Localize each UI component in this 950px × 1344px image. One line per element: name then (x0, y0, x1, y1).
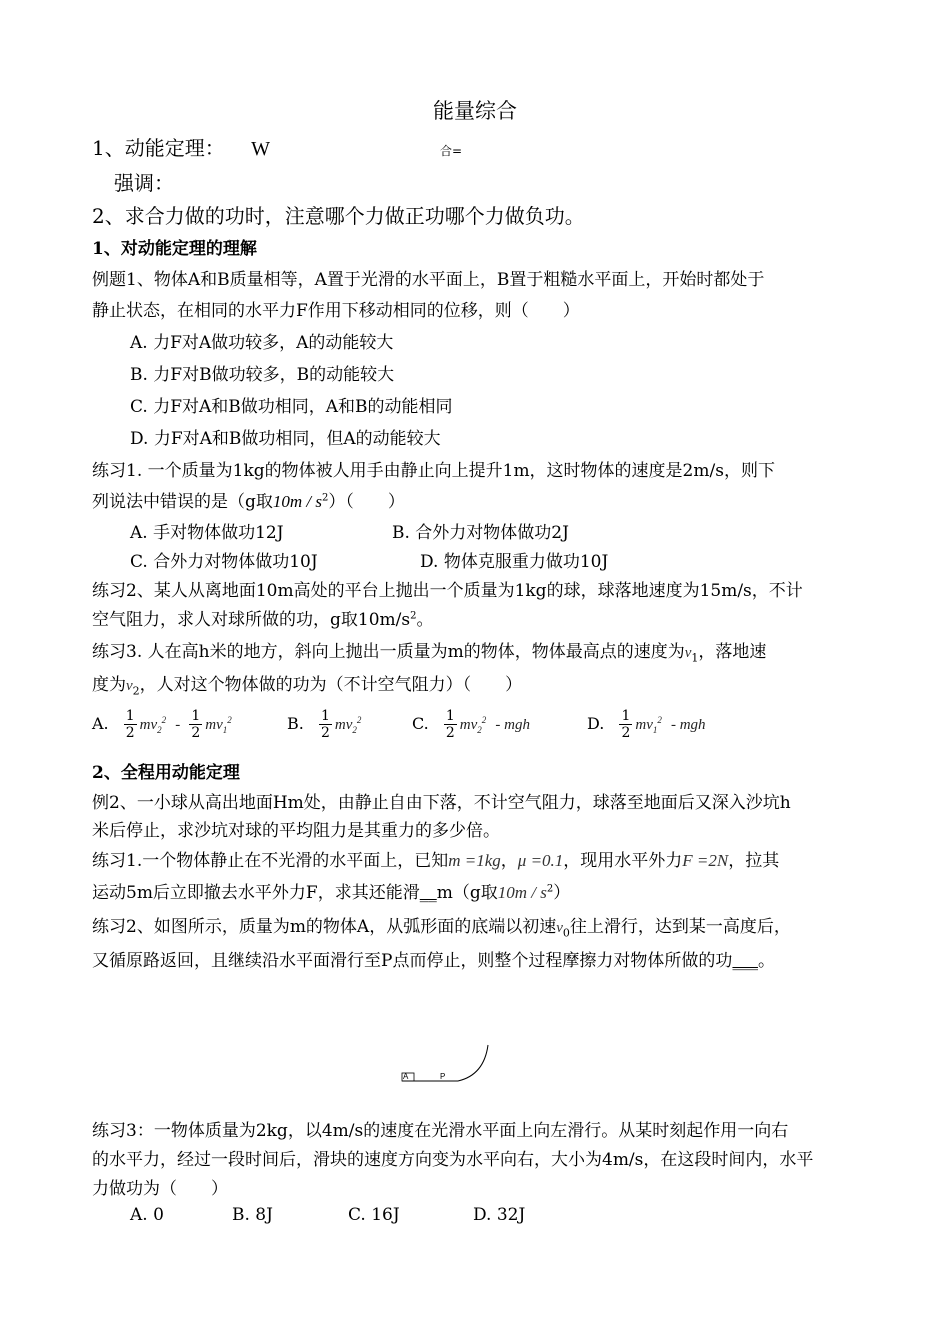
section1-heading: 1、对动能定理的理解 (92, 239, 257, 259)
section2-exercise3-line1: 练习3：一物体质量为2kg，以4m/s的速度在光滑水平面上向左滑行。从某时刻起作用一向右 (92, 1121, 789, 1141)
half-fraction: $\frac{1}{2}$ (191, 708, 201, 741)
example1-line1: 例题1、物体A和B质量相等，A置于光滑的水平面上，B置于粗糙水平面上，开始时都处于 (92, 270, 765, 290)
mass-equation: m =1kg (448, 851, 501, 870)
friction-coefficient: μ =0.1 (517, 851, 564, 870)
exercise1-option-c: C. 合外力对物体做功10J (130, 552, 318, 572)
exercise2-line2-tail: 。 (416, 610, 434, 630)
exercise3-line1 (92, 637, 766, 664)
example1-option-a: A. 力F对A做功较多，A的动能较大 (130, 333, 394, 353)
exercise3-option-d: D. $\frac{1}{2}$ $mv_1^2$ - mgh (587, 708, 706, 741)
section2-exercise3-option-a: A. 0 (130, 1205, 164, 1225)
half-fraction: $\frac{1}{2}$ (125, 708, 135, 741)
v0-subscript: 0 (562, 926, 570, 940)
block-a-label: A (403, 1072, 409, 1081)
half-fraction: $\frac{1}{2}$ (621, 708, 631, 741)
exercise2-line2-text: 空气阻力，求人对球所做的功，g取10m/s (92, 610, 411, 630)
exercise3-line2-tail: ，人对这个物体做的功为（不计空气阻力）（ ） (139, 675, 523, 695)
exercise3-option-a: A. $\frac{1}{2}$ $mv_2^2$ - $\frac{1}{2}$ $mv_1^2$ (92, 708, 232, 741)
net-work-subscript: 合= (440, 144, 463, 158)
force-equation: F =2N (682, 851, 729, 870)
exercise2-gravity-exp: 2 (410, 610, 417, 622)
exercise1-option-a: A. 手对物体做功12J (130, 523, 284, 543)
v2-subscript: 2 (132, 684, 140, 698)
v1-symbol: v (684, 645, 692, 661)
v2-symbol: v (126, 678, 133, 694)
kinetic-theorem-label: 1、动能定理： (92, 136, 225, 160)
section2-exercise3-option-c: C. 16J (348, 1205, 400, 1225)
section2-heading: 2、全程用动能定理 (92, 763, 240, 783)
section2-exercise3-option-d: D. 32J (473, 1205, 526, 1225)
curved-slope (458, 1045, 488, 1081)
point-p-label: P (440, 1072, 446, 1081)
exercise1-gravity-unit: 10m / s (272, 492, 323, 511)
exercise3-option-c: C. $\frac{1}{2}$ $mv_2^2$ - mgh (412, 708, 530, 741)
section2-exercise3-line3: 力做功为（ ） (92, 1179, 228, 1199)
exercise2-line2 (92, 605, 433, 630)
section2-exercise3-option-b: B. 8J (232, 1205, 273, 1225)
option-a-label: A. (92, 714, 109, 733)
exercise1-gravity-exp: 2 (322, 492, 329, 504)
example2-line1: 例2、一小球从高出地面Hm处，由静止自由下落，不计空气阻力，球落至地面后又深入沙坑h (92, 793, 791, 813)
arc-surface-diagram (380, 1035, 500, 1090)
emphasis-line: 强调： (114, 171, 174, 195)
v0-symbol: v (556, 920, 563, 936)
answer-blank[interactable]: __ (419, 883, 437, 903)
example1-line2: 静止状态，在相同的水平力F作用下移动相同的位移，则（ ） (92, 301, 580, 321)
section2-exercise3-line2: 的水平力，经过一段时间后，滑块的速度方向变为水平向右，大小为4m/s，在这段时间内，水平 (92, 1150, 814, 1170)
exercise1-option-d: D. 物体克服重力做功10J (420, 552, 609, 572)
example1-option-d: D. 力F对A和B做功相同，但A的动能较大 (130, 429, 441, 449)
example1-option-b: B. 力F对B做功较多，B的动能较大 (130, 365, 395, 385)
answer-blank[interactable]: ___ (732, 951, 758, 971)
exercise1-line1: 练习1. 一个质量为1kg的物体被人用手由静止向上提升1m，这时物体的速度是2m/s，则下 (92, 461, 775, 481)
exercise2-line1: 练习2、某人从离地面10m高处的平台上抛出一个质量为1kg的球，球落地速度为15m/s，不计 (92, 581, 803, 601)
exercise3-line1-tail: ，落地速 (698, 642, 767, 662)
section2-exercise2-line2: 又循原路返回，且继续沿水平面滑行至P点而停止，则整个过程摩擦力对物体所做的功___。 (92, 951, 775, 971)
example2-line2: 米后停止，求沙坑对球的平均阻力是其重力的多少倍。 (92, 821, 500, 841)
exercise3-option-b: B. $\frac{1}{2}$ $mv_2^2$ (287, 708, 362, 741)
half-fraction: $\frac{1}{2}$ (320, 708, 330, 741)
exercise3-line2-text: 度为 (92, 675, 126, 695)
section2-exercise1-line1: 练习1.一个物体静止在不光滑的水平面上，已知m =1kg，μ =0.1，现用水平外力F =2N，拉其 (92, 851, 780, 871)
section2-exercise1-line2: 运动5m后立即撤去水平外力F，求其还能滑__m（g取$10m / s^2$） (92, 883, 571, 903)
exercise1-line2 (92, 487, 405, 512)
exercise3-line2 (92, 670, 522, 697)
net-work-note: 2、求合力做的功时，注意哪个力做正功哪个力做负功。 (92, 204, 585, 228)
exercise3-line1-text: 练习3. 人在高h米的地方，斜向上抛出一质量为m的物体，物体最高点的速度为 (92, 642, 685, 662)
example1-option-c: C. 力F对A和B做功相同，A和B的动能相同 (130, 397, 453, 417)
work-symbol: W (251, 138, 270, 160)
v1-subscript: 1 (691, 651, 699, 665)
page-title: 能量综合 (433, 99, 517, 123)
kinetic-theorem-line (92, 132, 463, 161)
exercise1-option-b: B. 合外力对物体做功2J (392, 523, 569, 543)
exercise1-line2-tail: ）（ ） (328, 492, 405, 512)
exercise1-line2-text: 列说法中错误的是（g取 (92, 492, 273, 512)
section2-exercise2-line1: 练习2、如图所示，质量为m的物体A，从弧形面的底端以初速$v_0$往上滑行，达到某一高度后， (92, 917, 791, 940)
half-fraction: $\frac{1}{2}$ (445, 708, 455, 741)
